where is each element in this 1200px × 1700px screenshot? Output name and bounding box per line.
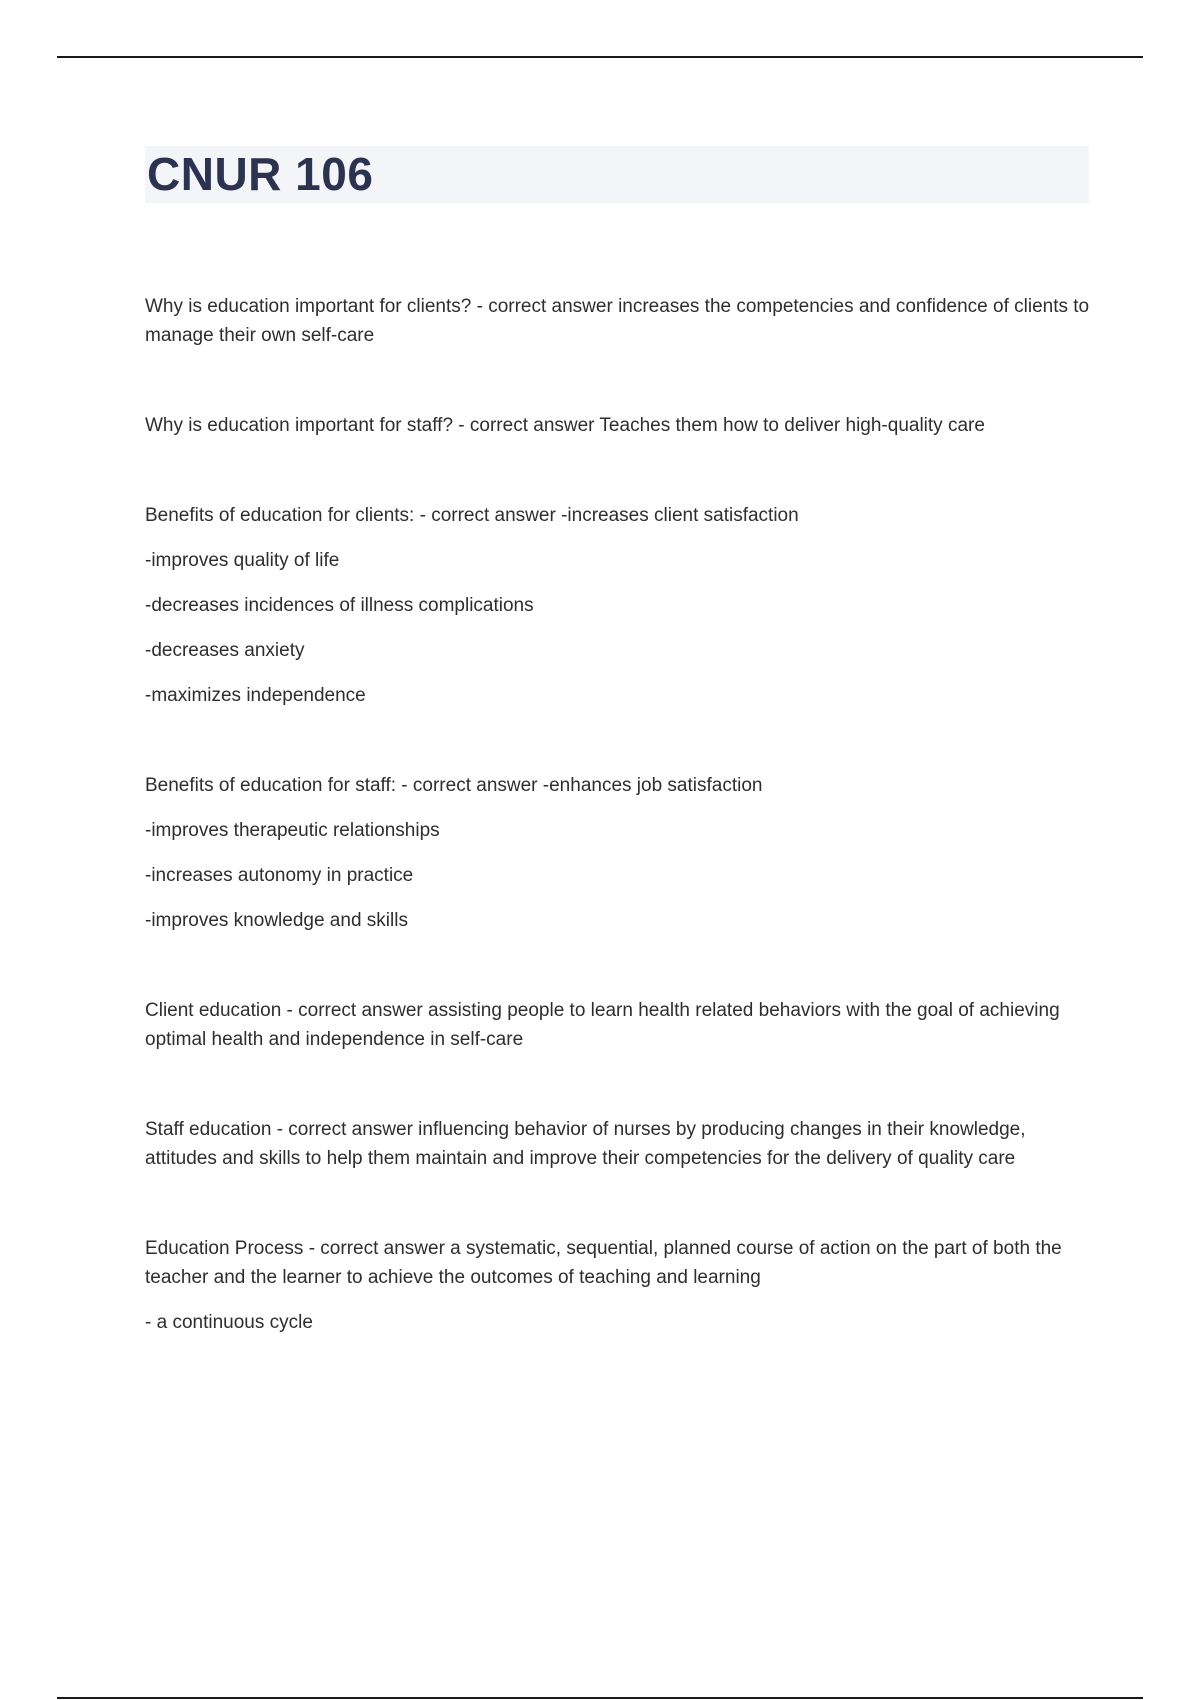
title-banner bbox=[145, 146, 1089, 203]
entry-text: Why is education important for clients? - correct answer increases the competencies and confidence of clients to manage their own self-care bbox=[145, 296, 1090, 346]
top-divider bbox=[57, 56, 1143, 58]
list-item: -decreases anxiety bbox=[145, 640, 305, 661]
bottom-divider bbox=[57, 1697, 1143, 1699]
entry-text: Why is education important for staff? - correct answer Teaches them how to deliver high-quality care bbox=[145, 415, 985, 436]
qa-entry-staff-importance bbox=[145, 411, 1090, 440]
list-item: -decreases incidences of illness complications bbox=[145, 595, 534, 616]
qa-entry-education-process bbox=[145, 1234, 1090, 1337]
qa-entry-client-education bbox=[145, 996, 1090, 1054]
qa-entry-client-importance bbox=[145, 292, 1090, 350]
qa-entry-staff-benefits bbox=[145, 771, 1090, 935]
qa-entry-client-benefits bbox=[145, 501, 1090, 710]
list-item: -improves quality of life bbox=[145, 550, 340, 571]
document-body bbox=[145, 292, 1090, 1337]
list-item: -maximizes independence bbox=[145, 685, 366, 706]
qa-entry-staff-education bbox=[145, 1115, 1090, 1173]
list-item: -improves therapeutic relationships bbox=[145, 820, 440, 841]
entry-text: Benefits of education for clients: - correct answer -increases client satisfaction bbox=[145, 505, 799, 526]
entry-text: Client education - correct answer assisting people to learn health related behaviors with the goal of achieving optimal health and independence in self-care bbox=[145, 1000, 1060, 1050]
list-item: - a continuous cycle bbox=[145, 1312, 313, 1333]
entry-text: Education Process - correct answer a systematic, sequential, planned course of action on the part of both the teacher and the learner to achieve the outcomes of teaching and learning bbox=[145, 1238, 1062, 1288]
page-title: CNUR 106 bbox=[147, 148, 374, 200]
entry-text: Staff education - correct answer influencing behavior of nurses by producing changes in their knowledge, attitudes and skills to help them maintain and improve their competencies for the delivery of quality care bbox=[145, 1119, 1026, 1169]
entry-text: Benefits of education for staff: - correct answer -enhances job satisfaction bbox=[145, 775, 763, 796]
list-item: -improves knowledge and skills bbox=[145, 910, 408, 931]
list-item: -increases autonomy in practice bbox=[145, 865, 414, 886]
